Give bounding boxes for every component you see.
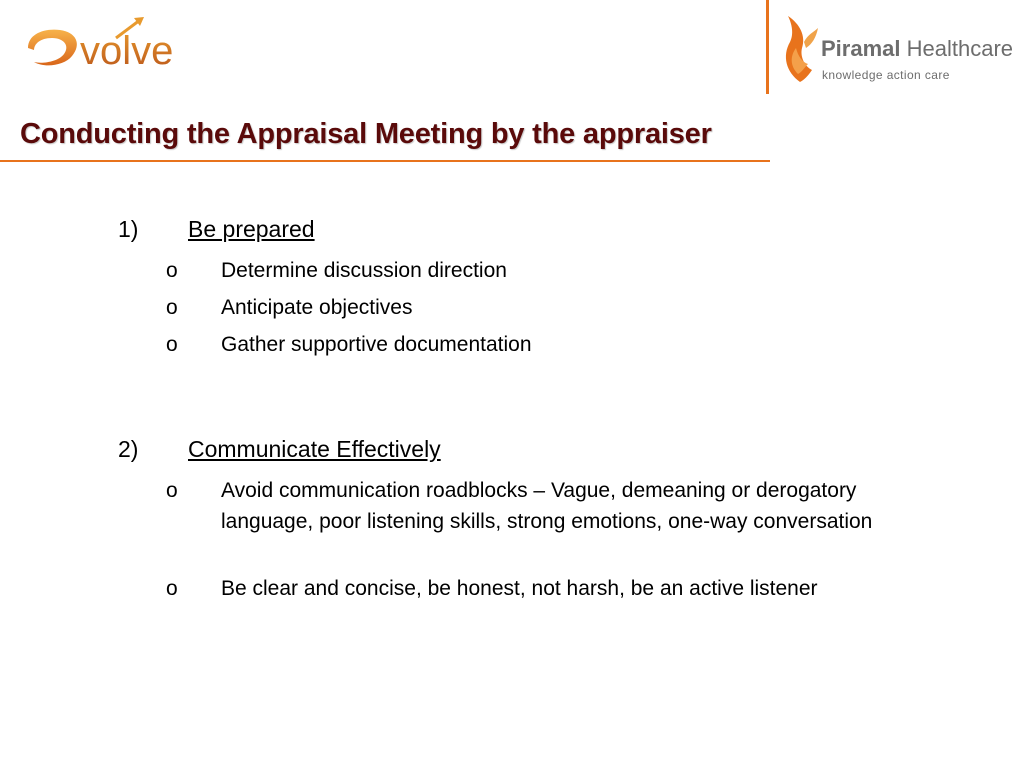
piramal-name: Piramal	[821, 36, 901, 61]
piramal-division: Healthcare	[906, 36, 1014, 61]
bullet-text: Avoid communication roadblocks – Vague, demeaning or derogatory language, poor listening skills, strong emotions, one-way conversation	[221, 479, 873, 533]
section-number: 1)	[118, 216, 139, 242]
evolve-logo-text: volve	[80, 29, 174, 73]
bullet-marker: o	[166, 259, 178, 282]
section-heading: Be prepared	[188, 216, 315, 242]
bullet-text: Determine discussion direction	[221, 259, 507, 282]
section-number: 2)	[118, 436, 139, 462]
bullet-text: Anticipate objectives	[221, 296, 413, 319]
bullet-marker: o	[166, 577, 178, 600]
piramal-tagline: knowledge action care	[822, 68, 950, 82]
slide-title: Conducting the Appraisal Meeting by the appraiser	[20, 118, 712, 150]
bullet-marker: o	[166, 479, 178, 502]
bullet-marker: o	[166, 333, 178, 356]
bullet-text: Gather supportive documentation	[221, 333, 532, 356]
bullet-marker: o	[166, 296, 178, 319]
bullet-text: Be clear and concise, be honest, not harsh, be an active listener	[221, 577, 818, 600]
section-heading: Communicate Effectively	[188, 436, 441, 462]
